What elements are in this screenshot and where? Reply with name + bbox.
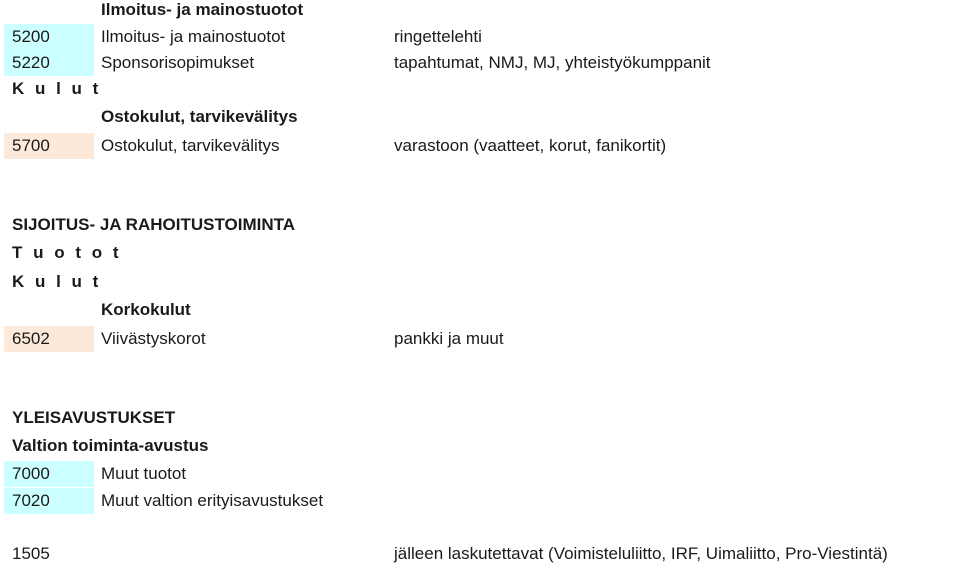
section-title-row bbox=[0, 405, 960, 431]
account-code: 7020 bbox=[4, 488, 94, 514]
sub-heading-row bbox=[0, 297, 960, 323]
kulut-label-row bbox=[0, 76, 960, 102]
account-description: varastoon (vaatteet, korut, fanikortit) bbox=[394, 136, 667, 155]
account-description: tapahtumat, NMJ, MJ, yhteistyökumppanit bbox=[394, 53, 711, 72]
sub-heading: Ostokulut, tarvikevälitys bbox=[101, 107, 298, 126]
account-code: 1505 bbox=[12, 544, 50, 563]
tuotot-label: T u o t o t bbox=[12, 243, 122, 262]
account-row bbox=[0, 24, 960, 50]
account-row bbox=[0, 326, 960, 352]
sub-heading: Korkokulut bbox=[101, 300, 191, 319]
account-code: 5700 bbox=[4, 133, 94, 159]
account-row bbox=[0, 488, 960, 514]
kulut-label: K u l u t bbox=[12, 272, 102, 291]
section-title: YLEISAVUSTUKSET bbox=[12, 408, 176, 427]
section-title-row bbox=[0, 212, 960, 238]
account-name: Ostokulut, tarvikevälitys bbox=[101, 136, 280, 155]
account-description: jälleen laskutettavat (Voimisteluliitto, IRF, Uimaliitto, Pro-Viestintä) bbox=[394, 544, 888, 563]
kulut-label-row bbox=[0, 269, 960, 295]
group-heading: Ilmoitus- ja mainostuotot bbox=[101, 0, 304, 19]
group-heading-row bbox=[0, 0, 960, 23]
sub-heading: Valtion toiminta-avustus bbox=[12, 436, 209, 455]
account-name: Muut tuotot bbox=[101, 464, 187, 483]
sub-heading-row bbox=[0, 433, 960, 459]
account-row bbox=[0, 133, 960, 159]
account-code: 5200 bbox=[4, 24, 94, 50]
account-row bbox=[0, 461, 960, 487]
tuotot-label-row bbox=[0, 240, 960, 266]
account-description: ringettelehti bbox=[394, 27, 482, 46]
account-code: 6502 bbox=[4, 326, 94, 352]
sub-heading-row bbox=[0, 104, 960, 130]
account-code: 7000 bbox=[4, 461, 94, 487]
kulut-label: K u l u t bbox=[12, 79, 102, 98]
account-description: pankki ja muut bbox=[394, 329, 504, 348]
account-name: Viivästyskorot bbox=[101, 329, 206, 348]
account-name: Ilmoitus- ja mainostuotot bbox=[101, 27, 286, 46]
account-name: Sponsorisopimukset bbox=[101, 53, 255, 72]
account-code: 5220 bbox=[4, 50, 94, 76]
account-row bbox=[0, 541, 960, 567]
section-title: SIJOITUS- JA RAHOITUSTOIMINTA bbox=[12, 215, 296, 234]
account-name: Muut valtion erityisavustukset bbox=[101, 491, 324, 510]
account-row bbox=[0, 50, 960, 76]
